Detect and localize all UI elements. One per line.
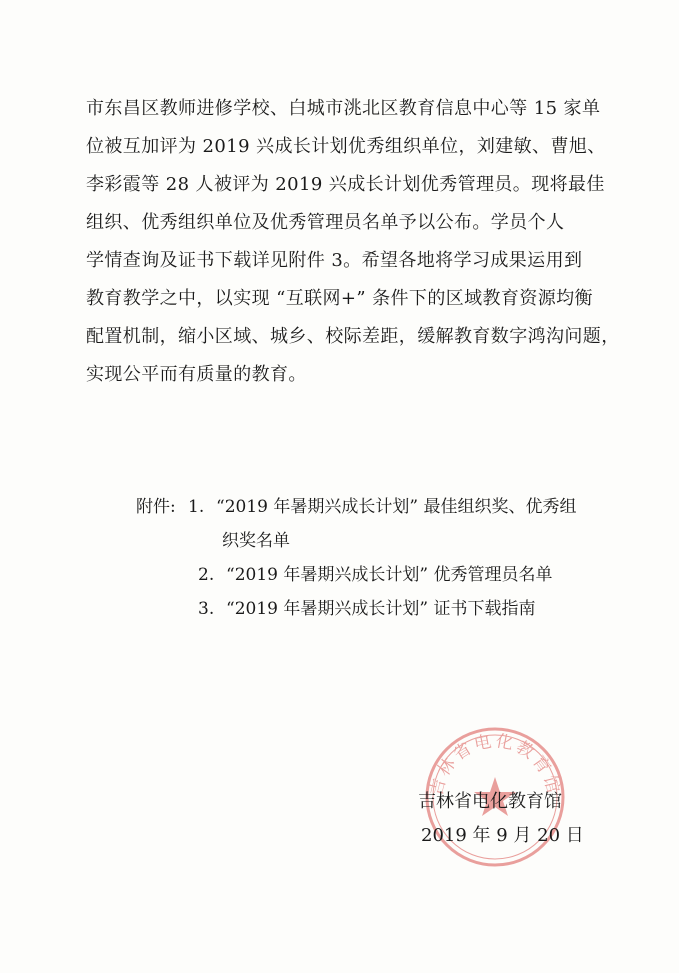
body-line: 实现公平而有质量的教育。	[86, 364, 307, 385]
issuing-organization: 吉林省电化教育馆	[418, 791, 562, 812]
body-line: 配置机制，缩小区域、城乡、校际差距，缓解教育数字鸿沟问题，	[86, 326, 620, 347]
attachment-number: 1.	[188, 497, 205, 517]
body-line: 市东昌区教师进修学校、白城市洮北区教育信息中心等 15 家单	[86, 98, 601, 119]
attachment-item-1	[136, 490, 616, 524]
body-line: 组织、优秀组织单位及优秀管理员名单予以公布。学员个人	[86, 212, 565, 233]
attachment-item-3	[136, 592, 616, 626]
attachment-title: “2019 年暑期兴成长计划” 优秀管理员名单	[226, 565, 553, 585]
attachments-label: 附件:	[136, 497, 176, 517]
attachment-title: “2019 年暑期兴成长计划” 最佳组织奖、优秀组	[216, 497, 577, 517]
seal-text: 吉林省电化教育馆	[426, 731, 564, 798]
body-line: 学情查询及证书下载详见附件 3。希望各地将学习成果运用到	[86, 250, 583, 271]
body-paragraph	[86, 90, 620, 394]
signature-block	[418, 785, 638, 853]
body-line: 位被互加评为 2019 兴成长计划优秀组织单位，刘建敏、曹旭、	[86, 136, 606, 157]
attachment-title: “2019 年暑期兴成长计划” 证书下载指南	[226, 599, 536, 619]
attachment-item-1-continued: 织奖名单	[222, 531, 290, 551]
attachment-item-2	[136, 558, 616, 592]
attachments-list	[136, 490, 616, 626]
attachment-number: 2.	[198, 565, 215, 585]
issue-date: 2019 年 9 月 20 日	[421, 825, 584, 846]
body-line: 李彩霞等 28 人被评为 2019 兴成长计划优秀管理员。现将最佳	[86, 174, 605, 195]
attachment-number: 3.	[198, 599, 215, 619]
body-line: 教育教学之中，以实现 “互联网+” 条件下的区域教育资源均衡	[86, 288, 593, 309]
